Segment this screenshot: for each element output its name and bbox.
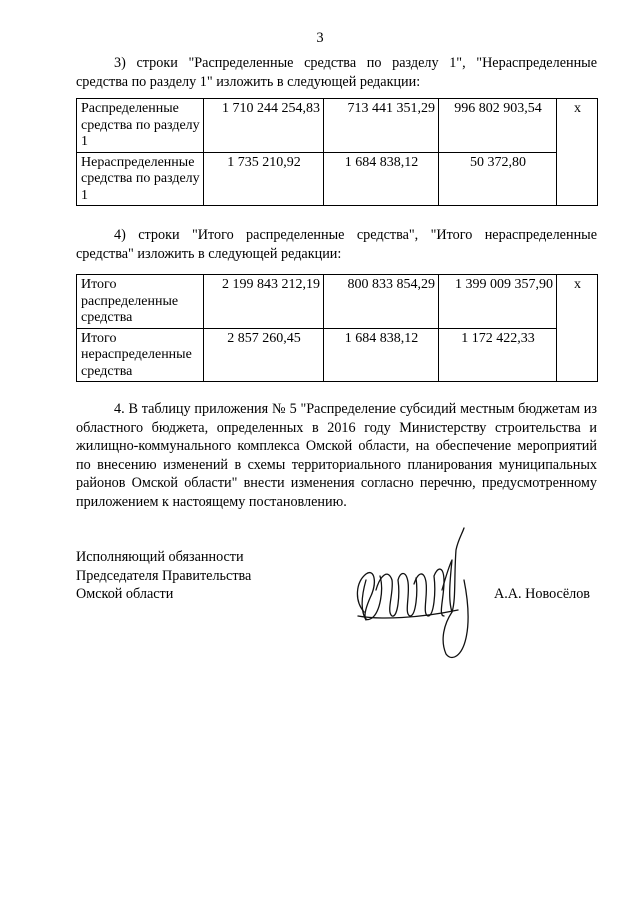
cell-mark: х xyxy=(557,99,598,206)
handwritten-signature xyxy=(340,520,490,670)
table-totals xyxy=(76,274,598,382)
item-4-paragraph: 4. В таблицу приложения № 5 "Распределение субсидий местным бюджетам из областного бюджета, определенных в 2016 году Министерству строительства и жилищно-коммунального комплекса Омской области, на обеспечение мероприятий по внесению изменений в схемы территориального планирования муниципальных районов Омской области" внести изменения согласно перечню, предусмотренному приложением к настоящему постановлению. xyxy=(76,401,597,510)
page-number: 3 xyxy=(316,30,324,46)
cell-mark: х xyxy=(557,275,598,382)
table-row xyxy=(77,328,598,382)
cell-value: 1 735 210,92 xyxy=(204,152,324,206)
signatory-line: Омской области xyxy=(76,586,174,603)
signatory-line: Исполняющий обязанности xyxy=(76,549,244,565)
cell-value: 1 710 244 254,83 xyxy=(204,99,324,153)
cell-value: 2 857 260,45 xyxy=(204,328,324,382)
row-label: Итого распределенные средства xyxy=(77,275,204,329)
cell-value: 50 372,80 xyxy=(439,152,557,206)
cell-value: 1 684 838,12 xyxy=(324,152,439,206)
cell-value: 996 802 903,54 xyxy=(439,99,557,153)
signatory-line: Председателя Правительства xyxy=(76,567,252,584)
paragraph-4: 4) строки "Итого распределенные средства", "Итого нераспределенные средства" изложить в следующей редакции: xyxy=(76,227,597,262)
cell-value: 713 441 351,29 xyxy=(324,99,439,153)
cell-value: 1 684 838,12 xyxy=(324,328,439,382)
table-section-1 xyxy=(76,98,598,206)
cell-value: 1 172 422,33 xyxy=(439,328,557,382)
signer-name: А.А. Новосёлов xyxy=(494,586,590,602)
row-label: Распределенные средства по разделу 1 xyxy=(77,99,204,153)
paragraph-3: 3) строки "Распределенные средства по разделу 1", "Нераспределенные средства по разделу 1" изложить в следующей редакции: xyxy=(76,55,597,90)
signatory-title xyxy=(76,548,251,604)
table-row xyxy=(77,99,598,153)
table-row xyxy=(77,275,598,329)
row-label: Итого нераспределенные средства xyxy=(77,328,204,382)
table-row xyxy=(77,152,598,206)
row-label: Нераспределенные средства по разделу 1 xyxy=(77,152,204,206)
cell-value: 2 199 843 212,19 xyxy=(204,275,324,329)
cell-value: 800 833 854,29 xyxy=(324,275,439,329)
cell-value: 1 399 009 357,90 xyxy=(439,275,557,329)
